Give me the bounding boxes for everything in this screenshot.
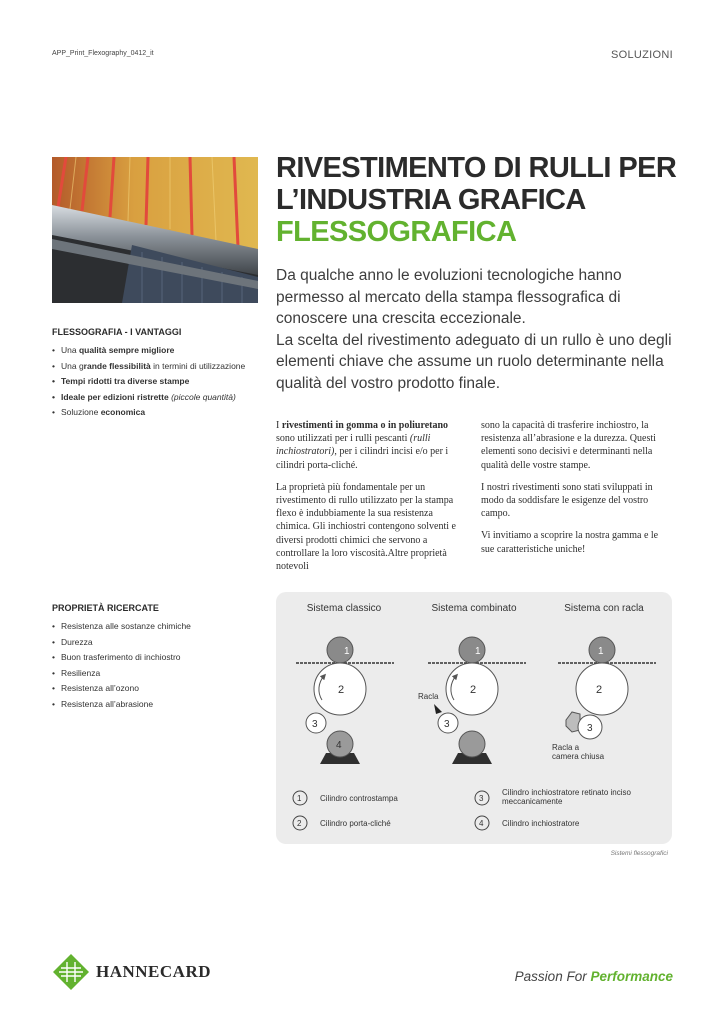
- body-paragraph-1: I rivestimenti in gomma o in poliuretano sono utilizzati per i rulli pescanti (rulli inchiostratori), per i cilindri incisi e/o per i cilindri porta-cliché.: [276, 420, 449, 471]
- diagram-caption: Sistemi flessografici: [610, 850, 668, 857]
- list-item: • Resistenza alle sostanze chimiche: [52, 619, 272, 635]
- list-item: • Resilienza: [52, 666, 272, 682]
- legend-text-1: Cilindro controstampa: [320, 794, 398, 803]
- brand-name: HANNECARD: [96, 962, 211, 981]
- roll-2-label: 2: [338, 684, 345, 696]
- system-title-classic: Sistema classico: [306, 603, 382, 614]
- title-line-3: FLESSOGRAFICA: [276, 216, 517, 248]
- tagline: Passion For Performance: [514, 969, 673, 984]
- racla-chamber-label-2: camera chiusa: [552, 752, 605, 761]
- title-line-2: L’INDUSTRIA GRAFICA: [276, 184, 586, 216]
- legend-text-3a: Cilindro inchiostratore retinato inciso: [502, 788, 631, 797]
- list-item: • Buon trasferimento di inchiostro: [52, 650, 272, 666]
- roll-3-label: 3: [312, 719, 318, 730]
- body-paragraph-5: Vi invitiamo a scoprire la nostra gamma e le sue caratteristiche uniche!: [481, 530, 659, 555]
- list-item: • Durezza: [52, 635, 272, 651]
- body-paragraph-2: La proprietà più fondamentale per un rivestimento di rullo utilizzato per la stampa flexo è indubbiamente la sua resistenza chimica. Gli inchiostri contengono solventi e diversi prodotti chimici che servono a controllare la loro viscosità.Altre proprietà notevoli: [276, 481, 456, 573]
- properties-title: PROPRIETÀ RICERCATE: [52, 603, 159, 613]
- doctor-blade: [434, 704, 442, 714]
- legend-text-4: Cilindro inchiostratore: [502, 819, 580, 828]
- list-item: • Resistenza all’abrasione: [52, 697, 272, 713]
- list-item: • Tempi ridotti tra diverse stampe: [52, 374, 272, 390]
- legend-num-3: 3: [479, 794, 484, 803]
- lead-text: [276, 265, 680, 394]
- hero-photo: [52, 157, 258, 303]
- list-item: • Soluzione economica: [52, 405, 272, 421]
- roll-3-label: 3: [587, 723, 593, 734]
- legend-num-1: 1: [297, 794, 302, 803]
- lead-paragraph-1: Da qualche anno le evoluzioni tecnologiche hanno permesso al mercato della stampa flessografica di conoscere una crescita eccezionale.: [276, 267, 622, 327]
- roll-1-label: 1: [344, 646, 350, 657]
- racla-label: Racla: [418, 692, 439, 701]
- diagram-legend: [293, 788, 632, 830]
- legend-num-2: 2: [297, 819, 302, 828]
- roll-1-label: 1: [598, 646, 604, 657]
- legend-text-2: Cilindro porta-cliché: [320, 819, 391, 828]
- advantages-title: FLESSOGRAFIA - I VANTAGGI: [52, 327, 182, 337]
- body-column-1: [276, 419, 468, 582]
- page-title: [276, 152, 686, 248]
- roll-4-label: 4: [336, 740, 342, 751]
- document-code: APP_Print_Flexography_0412_it: [52, 50, 154, 57]
- flexo-systems-diagram: [276, 592, 672, 844]
- lead-paragraph-2: La scelta del rivestimento adeguato di un rullo è uno degli elementi chiave che assume un ruolo determinante nella qualità del vostro prodotto finale.: [276, 331, 672, 392]
- list-item: • Resistenza all’ozono: [52, 681, 272, 697]
- list-item: • Una grande flessibilità in termini di utilizzazione: [52, 359, 272, 375]
- body-paragraph-4: I nostri rivestimenti sono stati sviluppati in modo da soddisfare le esigenze del vostro campo.: [481, 481, 653, 520]
- roll-2-label: 2: [470, 684, 477, 696]
- list-item: • Ideale per edizioni ristrette (piccole quantità): [52, 390, 272, 406]
- roll-3-label: 3: [444, 719, 450, 730]
- system-classic: [296, 637, 394, 764]
- list-item: • Una qualità sempre migliore: [52, 343, 272, 359]
- title-line-1: RIVESTIMENTO DI RULLI PER: [276, 152, 677, 184]
- hannecard-logo-icon: [52, 953, 90, 991]
- section-label: SOLUZIONI: [611, 49, 673, 61]
- system-title-doctor: Sistema con racla: [564, 603, 644, 614]
- advantages-list: [52, 343, 272, 421]
- body-column-2: [481, 419, 673, 565]
- properties-list: [52, 619, 272, 712]
- roll-2-label: 2: [596, 684, 603, 696]
- legend-num-4: 4: [479, 819, 484, 828]
- system-combined: [418, 637, 526, 764]
- roll-1-label: 1: [475, 646, 481, 657]
- system-doctor-chamber: [552, 637, 656, 761]
- racla-chamber-label-1: Racla a: [552, 743, 580, 752]
- legend-text-3b: meccanicamente: [502, 797, 563, 806]
- system-title-combined: Sistema combinato: [431, 603, 517, 614]
- body-paragraph-3: sono la capacità di trasferire inchiostro, la resistenza all’abrasione e la durezza. Questi elementi sono decisivi e determinanti nella qualità delle vostre stampe.: [481, 420, 656, 471]
